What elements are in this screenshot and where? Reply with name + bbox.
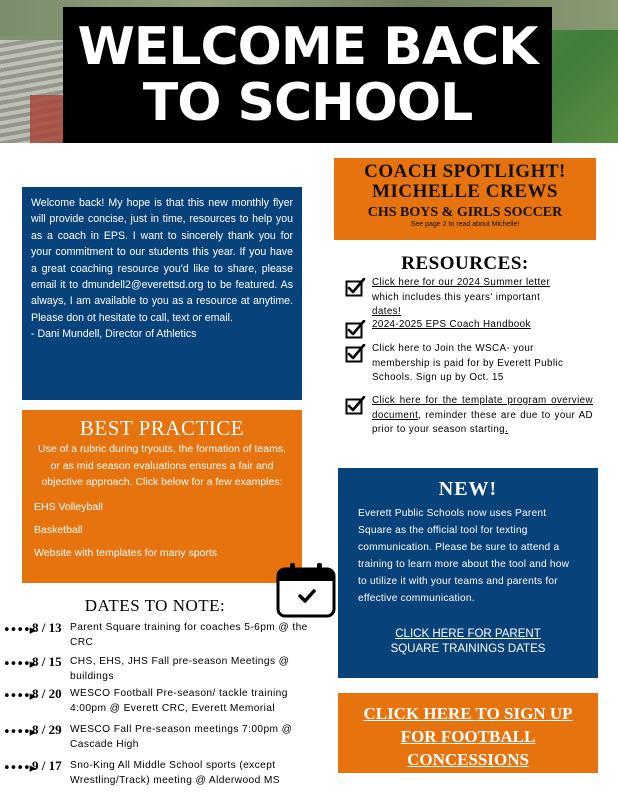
calendar-icon — [275, 561, 337, 619]
link-basketball[interactable]: Basketball — [34, 523, 83, 536]
arrow-icon: ••••▸ — [3, 657, 36, 672]
resource-wsca — [345, 342, 595, 386]
date-label: 8 / 15 — [32, 654, 62, 669]
welcome-signature: - Dani Mundell, Director of Athletics — [31, 328, 197, 341]
summer-letter-desc: which includes this years' important — [372, 291, 541, 303]
resource-summer-letter — [345, 276, 595, 320]
best-practice-body: Use of a rubric during tryouts, the formation of teams, or as mid season evaluations ensures a fair and objective approach. Click below for a few examples: — [37, 443, 287, 488]
date-label: 8 / 20 — [32, 686, 62, 701]
date-text: WESCO Football Pre-season/ tackle training 4:00pm @ Everett CRC, Everett Memorial — [70, 688, 288, 714]
spotlight-note: See page 2 to read about Michelle! — [410, 221, 520, 228]
checkbox-checked-icon — [345, 278, 366, 297]
date-text: Sno-King All Middle School sports (except Wrestling/Track) meeting @ Alderwood MS — [70, 760, 280, 786]
resource-text — [372, 318, 593, 333]
new-announcement-box — [338, 468, 598, 678]
resource-text — [372, 394, 593, 438]
best-practice-title: BEST PRACTICE — [79, 416, 245, 440]
spotlight-sport: CHS BOYS & GIRLS SOCCER — [367, 205, 563, 220]
summer-letter-dates[interactable]: dates! — [372, 306, 402, 317]
coach-spotlight-box — [334, 158, 596, 240]
parent-square-trainings-link[interactable] — [338, 627, 598, 657]
date-label: 9 / 17 — [32, 758, 62, 773]
spotlight-coach-name: MICHELLE CREWS — [372, 181, 558, 202]
parent-square-link-line2[interactable]: SQUARE TRAININGS DATES — [390, 643, 546, 655]
arrow-icon: ••••▸ — [3, 689, 36, 704]
title-banner — [63, 7, 552, 143]
date-row — [0, 651, 330, 685]
football-line-3[interactable]: CONCESSIONS — [407, 750, 529, 769]
arrow-icon: ••••▸ — [3, 725, 36, 740]
spotlight-title: COACH SPOTLIGHT! — [364, 161, 566, 182]
date-row — [0, 617, 330, 651]
football-line-1[interactable]: CLICK HERE TO SIGN UP — [363, 704, 573, 723]
new-title: NEW! — [438, 478, 498, 500]
resource-program-template — [345, 394, 595, 452]
football-line-2[interactable]: FOR FOOTBALL — [400, 727, 536, 746]
parent-square-link-line1[interactable]: CLICK HERE FOR PARENT — [395, 628, 541, 640]
program-template-link[interactable]: Click here for the template program overview document — [372, 395, 593, 421]
arrow-icon: ••••▸ — [3, 623, 36, 638]
checkbox-checked-icon — [345, 344, 366, 363]
link-sports-templates[interactable]: Website with templates for many sports — [34, 546, 218, 559]
summer-letter-link[interactable]: Click here for our 2024 Summer letter — [372, 277, 551, 288]
program-template-desc: , reminder these are due to your AD prior to your season starting — [372, 409, 593, 435]
title-line-2: TO SCHOOL — [142, 73, 473, 133]
coach-handbook-link[interactable]: 2024-2025 EPS Coach Handbook — [372, 319, 531, 330]
program-template-end: . — [505, 424, 509, 435]
date-row — [0, 719, 330, 753]
dates-title: DATES TO NOTE: — [84, 596, 226, 615]
checkbox-checked-icon — [345, 320, 366, 339]
arrow-icon: ••••▸ — [3, 761, 36, 776]
best-practice-box — [22, 410, 302, 583]
date-label: 8 / 13 — [32, 620, 62, 635]
date-text: WESCO Fall Pre-season meetings 7:00pm @ Cascade High — [70, 724, 293, 750]
resource-handbook — [345, 318, 595, 338]
new-body: Everett Public Schools now uses Parent Square as the official tool for texting communication. Please be sure to attend a training to learn more about the tool and how to utilize it with your teams and parents for effective communication. — [358, 508, 570, 604]
welcome-message — [22, 187, 302, 400]
welcome-text: Welcome back! My hope is that this new monthly flyer will provide concise, just in time, resources to help you as a coach in EPS. I want to sincerely thank you for your commitment to our students this year. If you have a great coaching resource you'd like to share, please email it to dmundell2@everettsd.org to be featured. As always, I am available to you as a resource at anytime. Please don ot hesitate to call, text or email. — [31, 197, 293, 324]
football-concessions-box[interactable] — [338, 693, 598, 773]
date-row — [0, 755, 330, 789]
wsca-link[interactable]: Click here to Join the WSCA- your membership is paid for by Everett Public Schools. Sign up by Oct. 15 — [372, 343, 564, 383]
checkbox-checked-icon — [345, 396, 366, 415]
resource-text — [372, 276, 593, 320]
date-row — [0, 683, 330, 717]
resources-title: RESOURCES: — [401, 253, 529, 274]
date-text: Parent Square training for coaches 5-6pm @ the CRC — [70, 622, 308, 648]
link-ehs-volleyball[interactable]: EHS Volleyball — [34, 500, 103, 513]
date-text: CHS, EHS, JHS Fall pre-season Meetings @ buildings — [70, 656, 290, 682]
football-concessions-link[interactable] — [338, 693, 598, 771]
title-line-1: WELCOME BACK — [77, 17, 538, 77]
date-label: 8 / 29 — [32, 722, 62, 737]
